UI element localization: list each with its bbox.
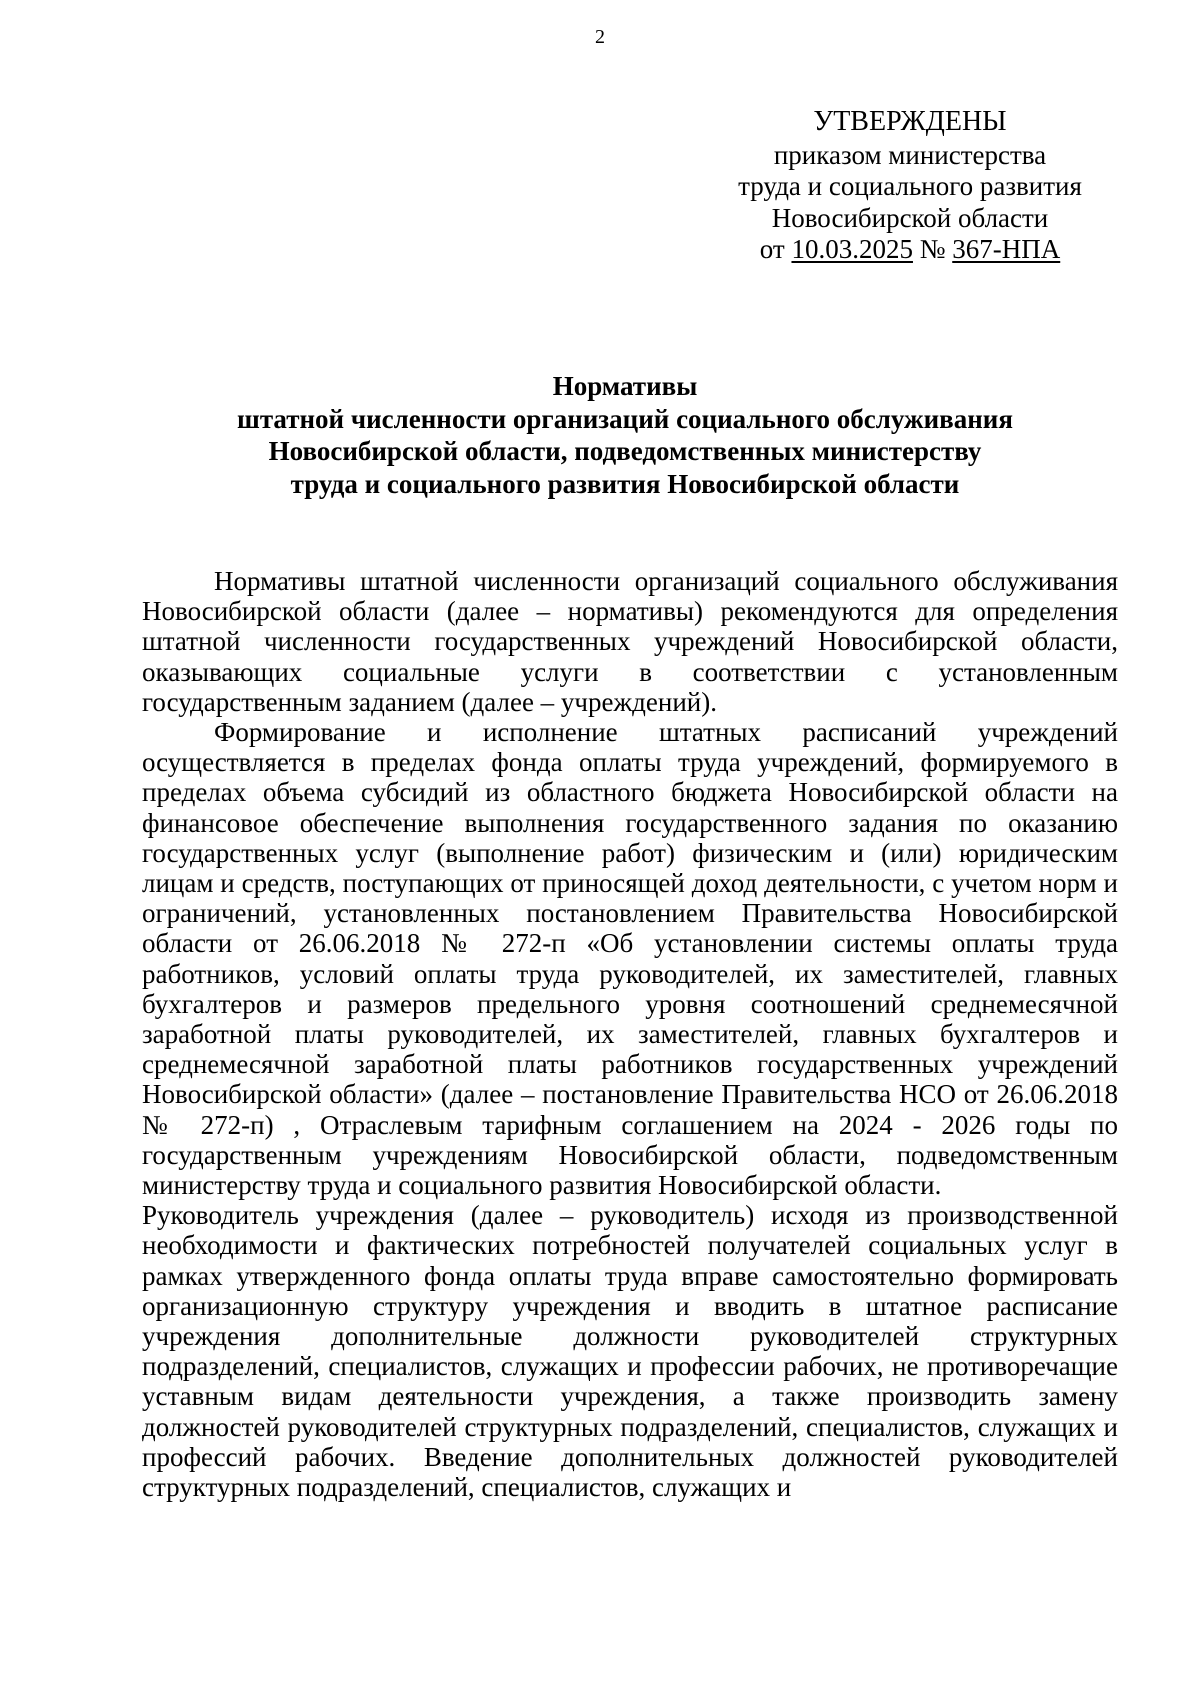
- document-body: [142, 566, 1118, 1502]
- approval-date: 10.03.2025: [791, 234, 913, 264]
- approval-number-sign: №: [919, 234, 946, 264]
- approval-block: [700, 106, 1120, 266]
- title-line-4: труда и социального развития Новосибирской области: [290, 468, 960, 499]
- approval-line-1: приказом министерства: [773, 139, 1047, 170]
- approval-order-number: 367-НПА: [952, 234, 1061, 264]
- title-line-1: Нормативы: [552, 371, 698, 401]
- approval-from: от: [759, 234, 785, 264]
- page-number: 2: [595, 26, 605, 48]
- approval-line-2: труда и социального развития: [738, 171, 1082, 201]
- paragraph-1: Нормативы штатной численности организаций социального обслуживания Новосибирской области (далее – нормативы) рекомендуются для определения штатной численности государственных учреждений Новосибирской области, оказывающих социальные услуги в соответствии с установленным государственным заданием (далее – учреждений).: [142, 566, 1118, 717]
- approval-heading: УТВЕРЖДЕНЫ: [813, 106, 1007, 137]
- paragraph-3: Руководитель учреждения (далее – руководитель) исходя из производственной необходимости и фактических потребностей получателей социальных услуг в рамках утвержденного фонда оплаты труда вправе самостоятельно формировать организационную структуру учреждения и вводить в штатное расписание учреждения дополнительные должности руководителей структурных подразделений, специалистов, служащих и профессии рабочих, не противоречащие уставным видам деятельности учреждения, а также производить замену должностей руководителей структурных подразделений, специалистов, служащих и профессий рабочих. Введение дополнительных должностей руководителей структурных подразделений, специалистов, служащих и: [142, 1200, 1118, 1503]
- document-title: [130, 370, 1120, 500]
- approval-line-3: Новосибирской области: [771, 202, 1049, 233]
- title-line-3: Новосибирской области, подведомственных министерству: [268, 436, 982, 466]
- title-line-2: штатной численности организаций социального обслуживания: [237, 403, 1013, 434]
- paragraph-2: Формирование и исполнение штатных расписаний учреждений осуществляется в пределах фонда оплаты труда учреждений, формируемого в пределах объема субсидий из областного бюджета Новосибирской области на финансовое обеспечение выполнения государственного задания по оказанию государственных услуг (выполнение работ) физическим и (или) юридическим лицам и средств, поступающих от приносящей доход деятельности, с учетом норм и ограничений, установленных постановлением Правительства Новосибирской области от 26.06.2018 № 272-п «Об установлении системы оплаты труда работников, условий оплаты труда руководителей, их заместителей, главных бухгалтеров и размеров предельного уровня соотношений среднемесячной заработной платы руководителей, их заместителей, главных бухгалтеров и среднемесячной заработной платы работников государственных учреждений Новосибирской области» (далее – постановление Правительства НСО от 26.06.2018 № 272-п) , Отраслевым тарифным соглашением на 2024 - 2026 годы по государственным учреждениям Новосибирской области, подведомственным министерству труда и социального развития Новосибирской области.: [142, 717, 1118, 1201]
- approval-order-line: [700, 234, 1120, 266]
